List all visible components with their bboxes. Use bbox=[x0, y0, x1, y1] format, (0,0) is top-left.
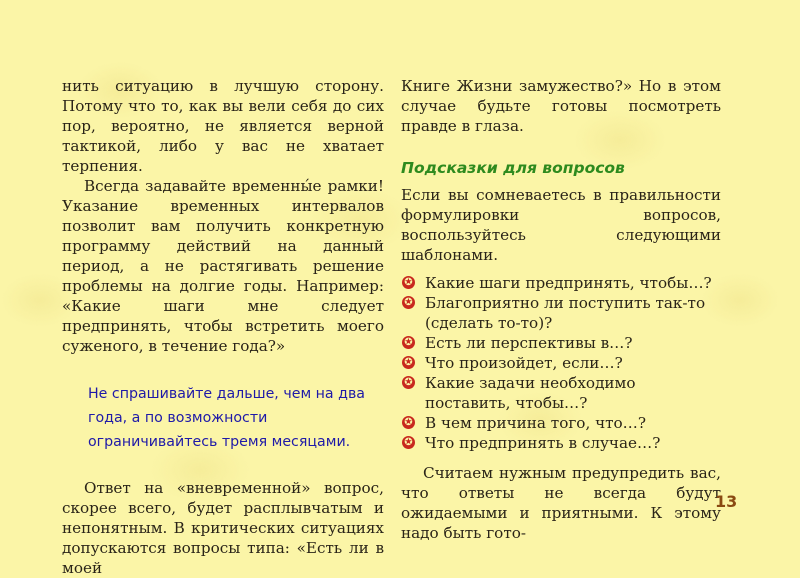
list-item-text: Какие шаги предпринять, чтобы…? bbox=[425, 274, 712, 292]
right-paragraph-2: Если вы сомневаетесь в правильности формулировки вопросов, воспользуйтесь следующими шаблонами. bbox=[401, 186, 721, 264]
list-item-text: Благоприятно ли поступить так-то (сделать то-то)? bbox=[425, 294, 706, 332]
section-heading: Подсказки для вопросов bbox=[401, 159, 625, 177]
left-paragraph-3: Ответ на «вневременной» вопрос, скорее всего, будет расплывчатым и непонятным. В критических ситуациях допускаются вопросы типа: «Есть ли в моей bbox=[62, 479, 384, 577]
list-item bbox=[401, 433, 721, 453]
list-item bbox=[401, 293, 721, 333]
list-item-text: Есть ли перспективы в…? bbox=[425, 334, 633, 352]
star-bullet-icon: ✪ bbox=[402, 336, 415, 349]
list-item bbox=[401, 413, 721, 433]
star-bullet-icon: ✪ bbox=[402, 296, 415, 309]
list-item-text: В чем причина того, что…? bbox=[425, 414, 647, 432]
right-paragraph-3: Считаем нужным предупредить вас, что ответы не всегда будут ожидаемыми и приятными. К этому надо быть гото- bbox=[401, 464, 721, 542]
star-bullet-icon: ✪ bbox=[402, 376, 415, 389]
right-paragraph-1: Книге Жизни замужество?» Но в этом случае будьте готовы посмотреть правде в глаза. bbox=[401, 77, 721, 135]
list-item bbox=[401, 273, 721, 293]
list-item-text: Что предпринять в случае…? bbox=[425, 434, 661, 452]
list-item bbox=[401, 373, 721, 413]
star-bullet-icon: ✪ bbox=[402, 436, 415, 449]
question-template-list bbox=[401, 273, 721, 453]
list-item-text: Какие задачи необходимо поставить, чтобы…? bbox=[425, 374, 636, 412]
list-item-text: Что произойдет, если…? bbox=[425, 354, 623, 372]
page-number: 13 bbox=[715, 492, 738, 511]
callout-note: Не спрашивайте дальше, чем на два года, а по возможности ограничивайтесь тремя месяцами. bbox=[88, 386, 365, 450]
list-item bbox=[401, 353, 721, 373]
left-paragraph-2: Всегда задавайте временны́е рамки! Указание временных интервалов позволит вам получить конкретную программу действий на данный период, а не растягивать решение проблемы на долгие годы. Например: «Какие шаги мне следует предпринять, чтобы встретить моего суженого, в течение года?» bbox=[62, 177, 384, 355]
left-paragraph-1: нить ситуацию в лучшую сторону. Потому что то, как вы вели себя до сих пор, вероятно, не является верной тактикой, либо у вас не хватает терпения. bbox=[62, 77, 384, 175]
star-bullet-icon: ✪ bbox=[402, 276, 415, 289]
right-column bbox=[401, 76, 721, 543]
left-column bbox=[62, 76, 384, 578]
star-bullet-icon: ✪ bbox=[402, 416, 415, 429]
list-item bbox=[401, 333, 721, 353]
star-bullet-icon: ✪ bbox=[402, 356, 415, 369]
